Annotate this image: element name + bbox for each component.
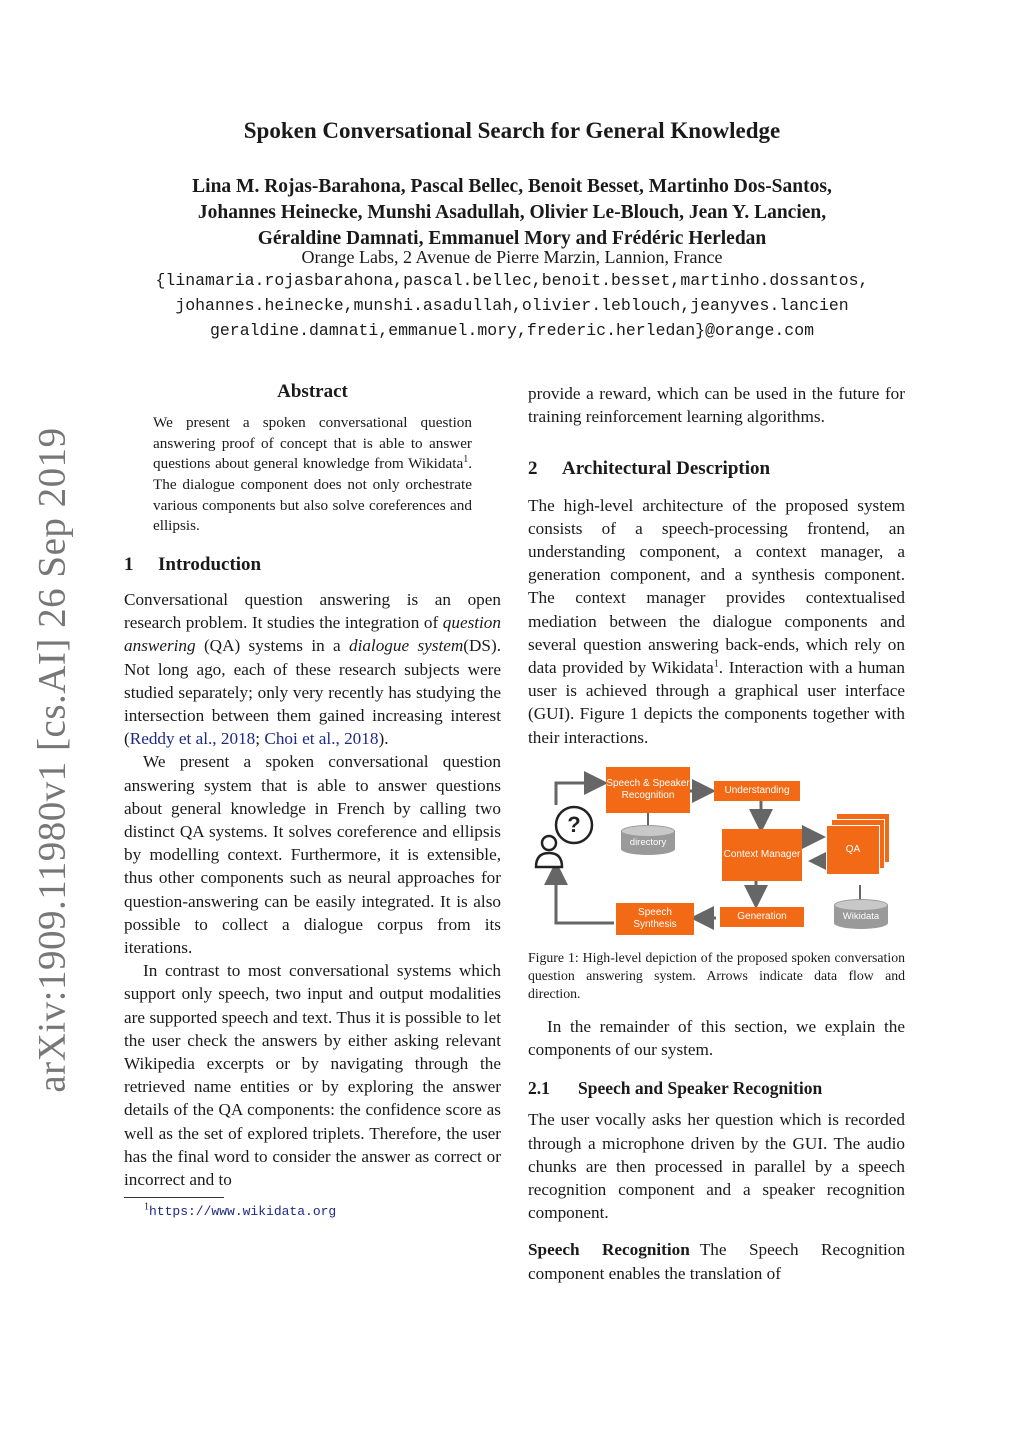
section-number: 1 (124, 553, 134, 575)
arrow-synthesis-to-user (556, 867, 614, 923)
box-context-manager: Context Manager (722, 829, 802, 881)
abstract-heading: Abstract (277, 381, 348, 402)
intro-paragraph-2: We present a spoken conversational question answering system that is able to answer questions about general knowledge in French by calling two distinct QA systems. It solves coreference and ellipsis by modelling context. Furthermore, it is extensible, thus other components such as neural approaches for question-answering can be easily integrated. It is also possible to collect a dialogue corpus from its iterations. (124, 752, 501, 958)
author-line: Géraldine Damnati, Emmanuel Mory and Frédéric Herledan (257, 228, 767, 249)
text-run: The high-level architecture of the proposed system consists of a speech-processing frontend, an understanding component, a context manager, a generation component, and a synthesis component. The context manager provides contextualised mediation between the dialogue components and several question answering back-ends, which rely on data provided by Wikidata (528, 495, 905, 678)
figure-caption: Figure 1: High-level depiction of the proposed spoken conversation question answering system. Arrows indicate data flow and direction. (528, 949, 905, 1001)
paragraph-continued: provide a reward, which can be used in the future for training reinforcement learning algorithms. (528, 384, 905, 427)
footnote-mark: 1 (144, 1201, 149, 1213)
box-speech-speaker-recognition: Speech & Speaker Recognition (606, 767, 690, 813)
footnote-mark: 1 (713, 658, 719, 670)
db-wikidata (834, 899, 888, 929)
subsection-title: Speech and Speaker Recognition (578, 1078, 823, 1099)
arxiv-stamp (22, 427, 82, 1093)
email-list (0, 268, 1024, 343)
section-heading-introduction (124, 553, 501, 576)
text-run: (QA) systems in a (195, 636, 349, 656)
email-line: geraldine.damnati,emmanuel.mory,frederic.herledan}@orange.com (210, 321, 814, 340)
intro-paragraph-3: In contrast to most conversational systems which support only speech, two input and output modalities are supported speech and text. Thus it is possible to let the user check the answers by either asking relevant Wikipedia excerpts or by navigating through the retrieved name entities or by exploring the answer details of the QA components: the confidence score as well as the set of explored triplets. Therefore, the user has the final word to consider the answer as correct or incorrect and to (124, 961, 501, 1190)
runin-heading: Speech Recognition (528, 1240, 690, 1260)
db-directory-top (621, 825, 675, 837)
db-directory (621, 825, 675, 855)
citation-link[interactable]: Reddy et al., 2018 (129, 729, 256, 749)
abstract-text (153, 413, 472, 537)
intro-paragraph-1 (124, 588, 501, 750)
email-line: {linamaria.rojasbarahona,pascal.bellec,benoit.besset,martinho.dossantos, (155, 271, 869, 290)
text-emphasis: question answering (124, 613, 501, 656)
section-number: 2 (528, 458, 538, 480)
speech-paragraph-1: The user vocally asks her question which is recorded through a microphone driven by the GUI. The audio chunks are then processed in parallel by a speech recognition component and a speaker recognition component. (528, 1110, 905, 1223)
footnote-rule (124, 1197, 224, 1198)
footnote-url[interactable]: https://www.wikidata.org (149, 1204, 337, 1220)
subsection-number: 2.1 (528, 1078, 550, 1099)
db-wikidata-label: Wikidata (834, 905, 888, 929)
speech-paragraph-2 (528, 1238, 905, 1284)
box-understanding: Understanding (714, 781, 800, 801)
email-line: johannes.heinecke,munshi.asadullah,olivier.leblouch,jeanyves.lancien (175, 296, 849, 315)
architecture-figure (528, 763, 905, 945)
text-run: (DS). Not long ago, each of these research subjects were studied separately; only very recently has studying the intersection between them gained increasing interest ( (124, 636, 501, 749)
db-directory-label: directory (621, 831, 675, 855)
section-title: Architectural Description (562, 458, 771, 480)
question-mark: ? (567, 811, 581, 837)
author-line: Lina M. Rojas-Barahona, Pascal Bellec, Benoit Besset, Martinho Dos-Santos, (192, 176, 832, 197)
section-heading-architecture (528, 457, 905, 480)
section-title: Introduction (158, 553, 262, 575)
text-emphasis: dialogue system (348, 636, 464, 656)
affiliation: Orange Labs, 2 Avenue de Pierre Marzin, Lannion, France (301, 247, 723, 267)
right-column (528, 380, 905, 1285)
text-run: The Speech Recognition component enables the translation of (528, 1240, 905, 1283)
text-run: ). (378, 729, 389, 749)
author-line: Johannes Heinecke, Munshi Asadullah, Olivier Le-Blouch, Jean Y. Lancien, (197, 202, 827, 223)
footnote-mark: 1 (463, 454, 469, 466)
box-speech-synthesis: Speech Synthesis (616, 903, 694, 935)
db-wikidata-top (834, 899, 888, 911)
paper-title: Spoken Conversational Search for General Knowledge (243, 118, 781, 143)
box-qa: QA (845, 843, 861, 855)
footnote (124, 1202, 501, 1221)
citation-link[interactable]: Choi et al., 2018 (264, 729, 379, 749)
left-column (124, 380, 501, 1221)
author-list (0, 174, 1024, 252)
arrow-user-to-recognition (556, 783, 602, 805)
arxiv-stamp-text: arXiv:1909.11980v1 [cs.AI] 26 Sep 2019 (30, 427, 74, 1093)
abstract-part: . The dialogue component does not only orchestrate various components but also solve coreferences and ellipsis. (153, 455, 472, 535)
text-run: Conversational question answering is an open research problem. It studies the integration of (124, 589, 501, 633)
box-generation: Generation (720, 907, 804, 927)
paragraph-remainder: In the remainder of this section, we explain the components of our system. (528, 1016, 905, 1060)
subsection-heading-speech (528, 1077, 905, 1100)
text-run: ; (255, 729, 265, 749)
arch-paragraph-1 (528, 494, 905, 749)
text-run: . Interaction with a human user is achieved through a graphical user interface (GUI). Figure 1 depicts the components together with their interactions. (528, 658, 906, 747)
abstract-part: We present a spoken conversational question answering proof of concept that is able to answer questions about general knowledge from Wikidata (153, 414, 472, 473)
